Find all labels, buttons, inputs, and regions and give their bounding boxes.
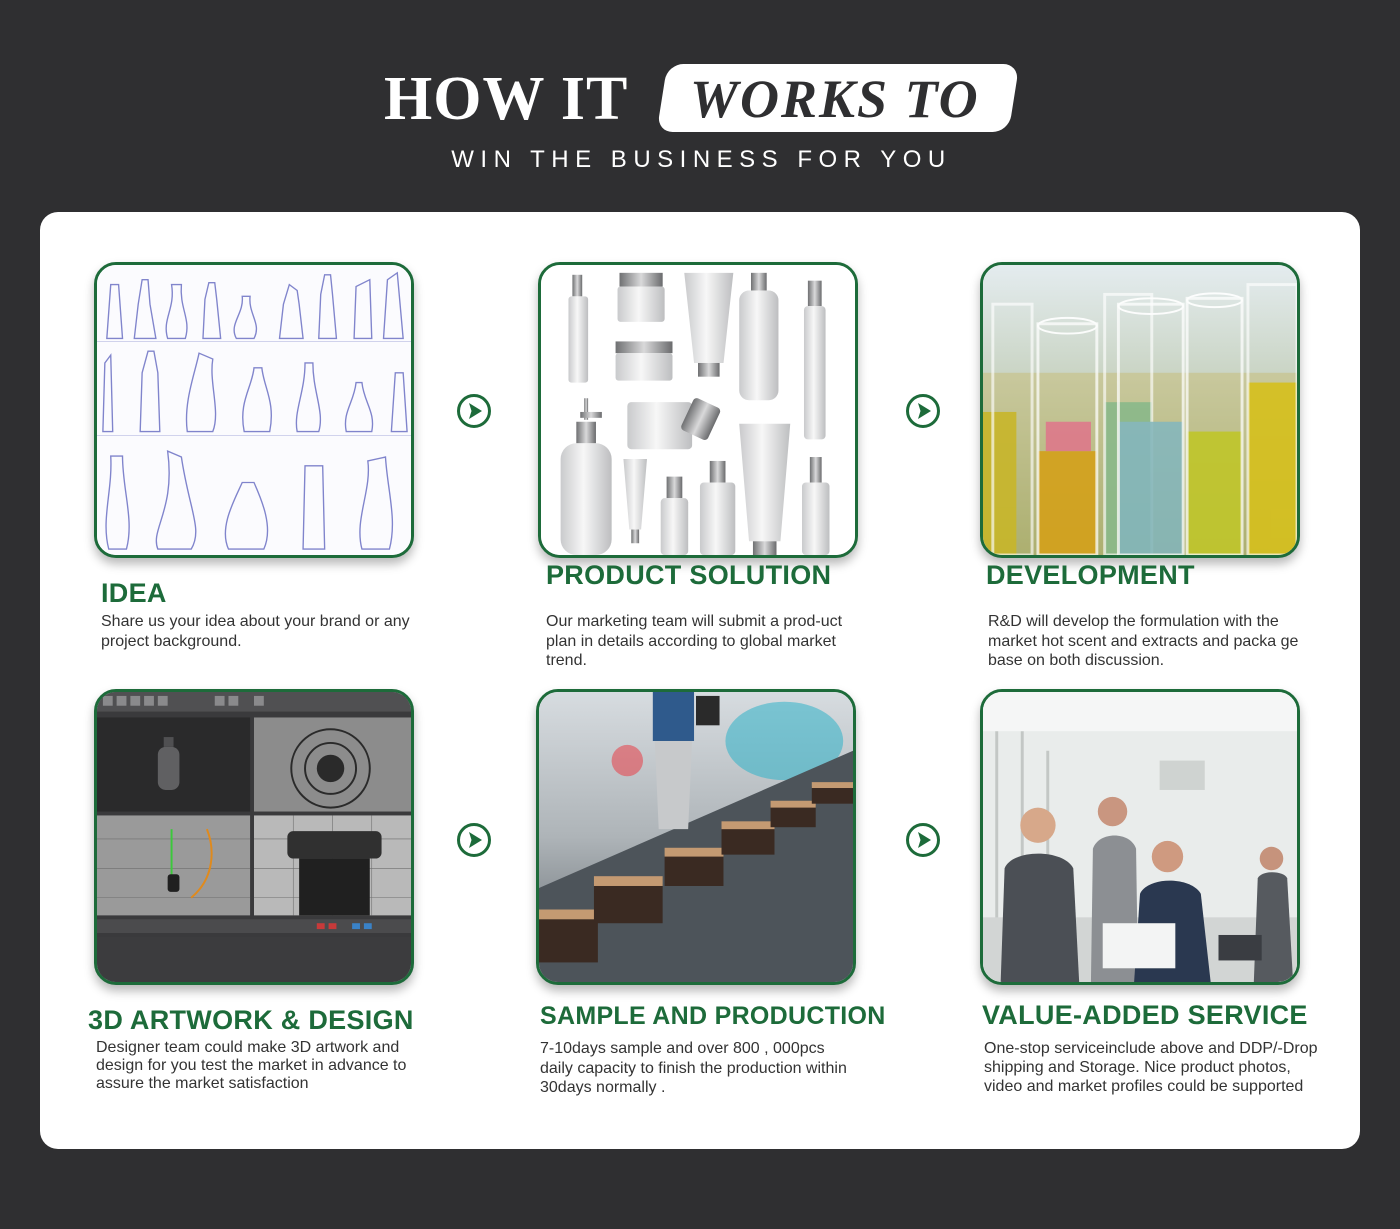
step-title: IDEA — [101, 578, 167, 608]
arrow-right-icon — [905, 822, 941, 858]
hero-subtitle: WIN THE BUSINESS FOR YOU — [451, 146, 952, 173]
step-description: Designer team could make 3D artwork and design for you test the market in advance to assure the market satisfaction — [96, 1039, 407, 1092]
step-description: Share us your idea about your brand or any project background. — [101, 613, 410, 650]
arrow-right-icon — [905, 393, 941, 429]
step-title: VALUE-ADDED SERVICE — [982, 1000, 1308, 1030]
production-line-image — [536, 689, 856, 985]
office-team-image — [980, 689, 1300, 985]
step-title: DEVELOPMENT — [986, 560, 1195, 590]
step-description: Our marketing team will submit a prod-uct plan in details according to global market trend. — [546, 613, 843, 669]
hero-title-left: HOW IT — [384, 65, 629, 133]
arrow-right-icon — [456, 393, 492, 429]
bottle-sketches-image — [94, 262, 414, 558]
hero-title-right: WORKS TO — [690, 69, 980, 129]
3d-software-image — [94, 689, 414, 985]
test-tubes-image — [980, 262, 1300, 558]
step-title: SAMPLE AND PRODUCTION — [540, 1002, 886, 1030]
step-description: R&D will develop the formulation with the market hot scent and extracts and packa ge base on both discussion. — [988, 613, 1299, 669]
hero-header — [0, 0, 1400, 212]
step-title: PRODUCT SOLUTION — [546, 560, 832, 590]
step-description: One-stop serviceinclude above and DDP/-Drop shipping and Storage. Nice product photos, video and market profiles could be supported — [984, 1040, 1318, 1095]
step-title: 3D ARTWORK & DESIGN — [88, 1005, 414, 1035]
steps-panel — [40, 212, 1360, 1149]
arrow-right-icon — [456, 822, 492, 858]
hero-title — [0, 64, 1400, 134]
step-description: 7-10days sample and over 800 , 000pcs daily capacity to finish the production within 30days normally . — [540, 1040, 847, 1096]
cosmetic-containers-image — [538, 262, 858, 558]
